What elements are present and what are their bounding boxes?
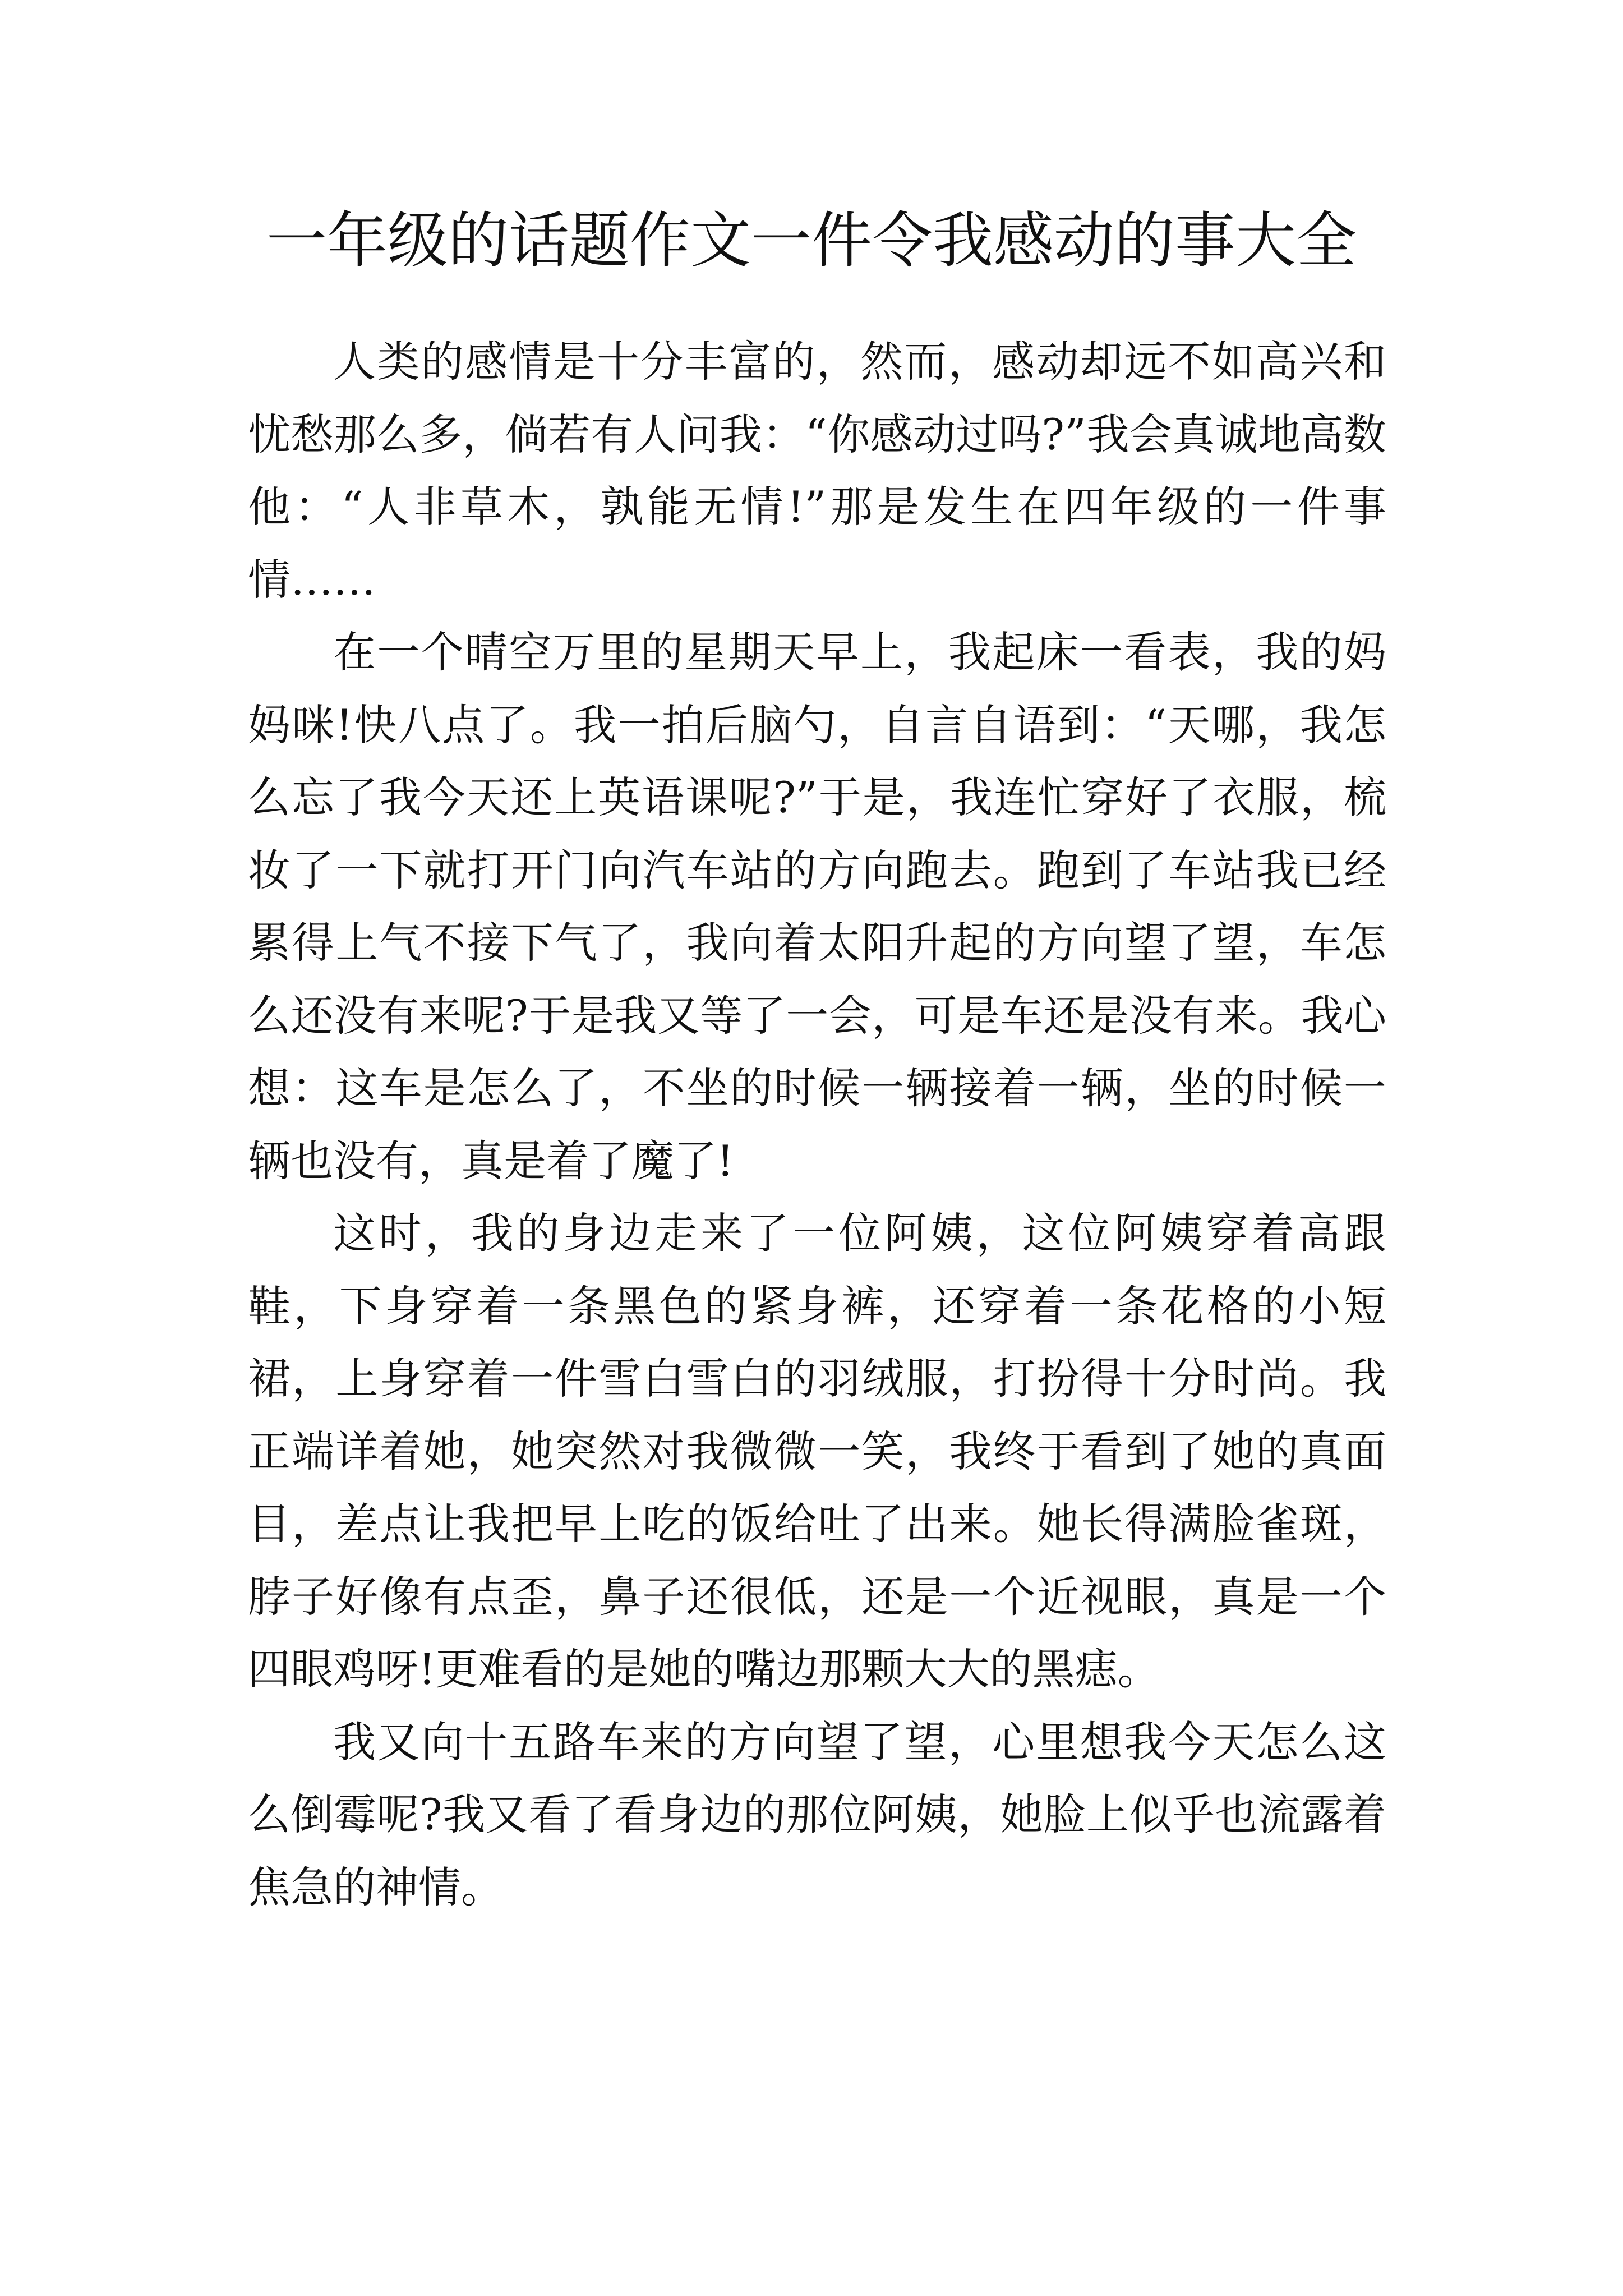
- document-title: 一年级的话题作文一件令我感动的事大全: [266, 206, 1357, 276]
- paragraph: 在一个晴空万里的星期天早上，我起床一看表，我的妈妈咪!快八点了。我一拍后脑勺，自言自语到：“天哪，我怎么忘了我今天还上英语课呢?”于是，我连忙穿好了衣服，梳妆了一下就打开门向汽车站的方向跑去。跑到了车站我已经累得上气不接下气了，我向着太阳升起的方向望了望，车怎么还没有来呢?于是我又等了一会，可是车还是没有来。我心想：这车是怎么了，不坐的时候一辆接着一辆，坐的时候一辆也没有，真是着了魔了!: [248, 627, 1386, 1186]
- paragraph: 我又向十五路车来的方向望了望，心里想我今天怎么这么倒霉呢?我又看了看身边的那位阿姨，她脸上似乎也流露着焦急的神情。: [248, 1717, 1386, 1912]
- document-body: [248, 325, 1386, 1924]
- paragraph: 人类的感情是十分丰富的，然而，感动却远不如高兴和忧愁那么多，倘若有人问我：“你感动过吗?”我会真诚地高数他：“人非草木，孰能无情!”那是发生在四年级的一件事情……: [248, 337, 1386, 605]
- paragraph: 这时，我的身边走来了一位阿姨，这位阿姨穿着高跟鞋，下身穿着一条黑色的紧身裤，还穿着一条花格的小短裙，上身穿着一件雪白雪白的羽绒服，打扮得十分时尚。我正端详着她，她突然对我微微一笑，我终于看到了她的真面目，差点让我把早上吃的饭给吐了出来。她长得满脸雀斑，脖子好像有点歪，鼻子还很低，还是一个近视眼，真是一个四眼鸡呀!更难看的是她的嘴边那颗大大的黑痣。: [248, 1208, 1386, 1694]
